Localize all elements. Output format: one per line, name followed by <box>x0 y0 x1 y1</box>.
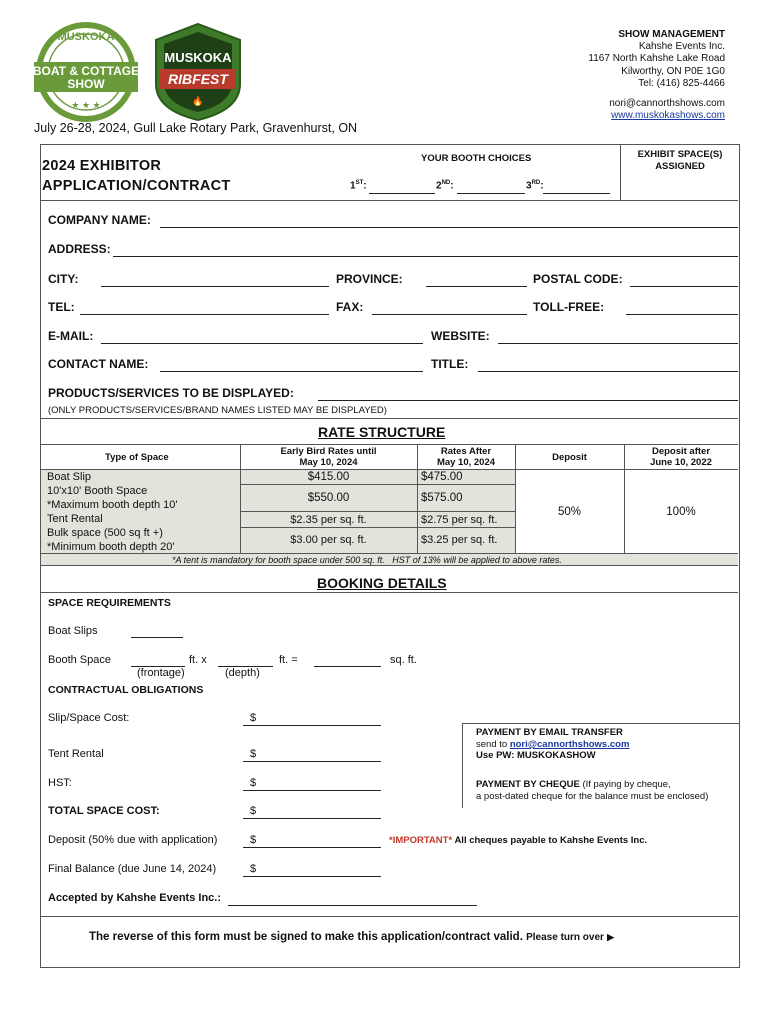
rate-row-bulk-2: *Minimum booth depth 20' <box>47 541 175 553</box>
show-management-email: nori@cannorthshows.com <box>609 98 725 110</box>
show-management-website-link[interactable]: www.muskokashows.com <box>611 110 725 122</box>
payment-send-to: send to <box>476 739 508 750</box>
payment-email-link[interactable]: nori@cannorthshows.com <box>509 739 630 750</box>
address-label: ADDRESS: <box>48 242 111 256</box>
fax-label: FAX: <box>336 300 364 314</box>
show-management-block <box>588 29 725 122</box>
rate-deposit: 50% <box>557 506 582 518</box>
boat-logo-line2: SHOW <box>67 77 105 91</box>
rate-row-booth-1: 10'x10' Booth Space <box>47 485 148 497</box>
rate-booth-after: $575.00 <box>421 492 463 504</box>
accepted-label: Accepted by Kahshe Events Inc.: <box>48 892 221 904</box>
rate-tent-after: $2.75 per sq. ft. <box>421 514 498 526</box>
space-requirements-label: SPACE REQUIREMENTS <box>48 597 171 609</box>
choice-3-sup: RD <box>531 180 541 186</box>
province-field[interactable] <box>426 286 527 287</box>
rate-row-boat-slip: Boat Slip <box>47 471 92 483</box>
deposit-field[interactable] <box>243 847 381 848</box>
exhibit-assigned-line2: ASSIGNED <box>655 161 705 172</box>
booking-rule <box>40 592 738 593</box>
choice-1-label: 1 <box>350 180 356 192</box>
frontage-label: (frontage) <box>137 667 185 679</box>
rate-row-bulk-1: Bulk space (500 sq ft +) <box>47 527 163 539</box>
final-balance-label: Final Balance (due June 14, 2024) <box>48 863 217 875</box>
email-field[interactable] <box>101 343 423 344</box>
booth-choices-title: YOUR BOOTH CHOICES <box>421 153 532 164</box>
rate-row-tent: Tent Rental <box>47 513 103 525</box>
payment-email-title: PAYMENT BY EMAIL TRANSFER <box>476 727 623 738</box>
arrow-right-icon: ▶ <box>607 932 615 942</box>
boat-slips-field[interactable] <box>131 637 183 638</box>
total-space-cost-label: TOTAL SPACE COST: <box>48 805 160 817</box>
rate-header-early-2: May 10, 2024 <box>299 457 358 468</box>
choice-1-sup: ST <box>355 180 364 186</box>
ft-x-label: ft. x <box>189 654 207 666</box>
tel-label: TEL: <box>48 300 75 314</box>
company-name-label: COMPANY NAME: <box>48 213 151 227</box>
choice-2-blank[interactable] <box>457 193 525 194</box>
website-label: WEBSITE: <box>431 329 490 343</box>
contact-name-label: CONTACT NAME: <box>48 357 149 371</box>
rate-row-booth-2: *Maximum booth depth 10' <box>47 499 178 511</box>
rate-header-after-2: May 10, 2024 <box>436 457 496 468</box>
rate-tent-early: $2.35 per sq. ft. <box>290 514 367 526</box>
tent-rental-label: Tent Rental <box>48 748 104 760</box>
payment-cheque-title: PAYMENT BY CHEQUE <box>476 779 580 790</box>
slip-cost-field[interactable] <box>243 725 381 726</box>
website-field[interactable] <box>498 343 738 344</box>
header-bottom-rule <box>40 200 738 201</box>
rate-header-after-1: Rates After <box>440 446 492 457</box>
choice-2: 2ND: <box>436 180 454 192</box>
tel-field[interactable] <box>80 314 329 315</box>
hst-field[interactable] <box>243 790 381 791</box>
province-label: PROVINCE: <box>336 272 403 286</box>
payment-cheque-note1: (If paying by cheque, <box>579 779 671 790</box>
deposit-label: Deposit (50% due with application) <box>48 834 218 846</box>
payment-email-send <box>476 739 629 750</box>
title-label: TITLE: <box>431 357 469 371</box>
total-dollar: $ <box>250 805 257 817</box>
choice-1-blank[interactable] <box>369 193 435 194</box>
rate-top-rule <box>40 418 738 419</box>
rate-row3-bottom <box>240 527 515 528</box>
choice-3-label: 3 <box>526 180 532 192</box>
rate-header-top <box>40 444 738 445</box>
show-management-address2: Kilworthy, ON P0E 1G0 <box>621 65 725 77</box>
booth-choices-row: 1ST: <box>350 180 367 192</box>
choice-2-sup: ND <box>441 180 451 186</box>
total-field[interactable] <box>243 818 381 819</box>
choice-2-label: 2 <box>436 180 442 192</box>
form-title-line1: 2024 EXHIBITOR <box>42 158 162 174</box>
ribfest-logo-top: MUSKOKA <box>164 50 232 65</box>
show-management-address1: 1167 North Kahshe Lake Road <box>588 53 725 65</box>
slip-cost-label: Slip/Space Cost: <box>48 712 130 724</box>
svg-text:★ ★ ★: ★ ★ ★ <box>71 100 101 110</box>
rate-header-early <box>240 446 417 468</box>
products-label: PRODUCTS/SERVICES TO BE DISPLAYED: <box>48 386 294 400</box>
bottom-rule <box>40 916 738 917</box>
rate-header-dep-after-1: Deposit after <box>651 446 711 457</box>
form-title-line2: APPLICATION/CONTRACT <box>42 178 231 194</box>
final-dollar: $ <box>250 863 257 875</box>
rate-bulk-early: $3.00 per sq. ft. <box>290 534 367 546</box>
reverse-note <box>89 931 614 943</box>
rate-header-bottom <box>40 469 738 470</box>
event-line: July 26-28, 2024, Gull Lake Rotary Park, Gravenhurst, ON <box>34 121 358 135</box>
deposit-dollar: $ <box>250 834 257 846</box>
rate-structure-heading: RATE STRUCTURE <box>318 424 446 440</box>
rate-header-deposit: Deposit <box>552 452 587 463</box>
choice-3: 3RD: <box>526 180 544 192</box>
boat-logo-top: MUSKOKA <box>57 31 115 43</box>
exhibit-assigned <box>622 149 738 173</box>
show-management-company: Kahshe Events Inc. <box>638 41 725 53</box>
important-tag: *IMPORTANT* <box>389 835 453 846</box>
rate-row2-bottom <box>240 511 515 512</box>
email-label: E-MAIL: <box>48 329 94 343</box>
header-divider-right <box>620 144 621 200</box>
city-label: CITY: <box>48 272 79 286</box>
choice-3-blank[interactable] <box>543 193 610 194</box>
company-name-field[interactable] <box>160 227 738 228</box>
tollfree-label: TOLL-FREE: <box>533 300 605 314</box>
rate-header-type: Type of Space <box>105 452 169 463</box>
address-field[interactable] <box>113 256 738 257</box>
boat-slips-label: Boat Slips <box>48 625 98 637</box>
city-field[interactable] <box>101 286 329 287</box>
rate-row1-bottom <box>240 484 515 485</box>
important-text: All cheques payable to Kahshe Events Inc. <box>452 835 648 846</box>
title-field[interactable] <box>478 371 738 372</box>
rate-footnote-bottom <box>40 565 738 566</box>
products-field[interactable] <box>318 400 738 401</box>
fax-field[interactable] <box>372 314 527 315</box>
accepted-signature-field[interactable] <box>228 905 477 906</box>
depth-label: (depth) <box>225 667 260 679</box>
final-balance-field[interactable] <box>243 876 381 877</box>
sqft-field[interactable] <box>314 666 381 667</box>
hst-dollar: $ <box>250 777 257 789</box>
ribfest-logo-main: RIBFEST <box>168 71 228 87</box>
show-management-title: SHOW MANAGEMENT <box>618 29 725 40</box>
svg-text:🔥: 🔥 <box>192 96 204 106</box>
rate-bulk-after: $3.25 per sq. ft. <box>421 534 498 546</box>
rate-dep-after: 100% <box>666 506 696 518</box>
hst-label: HST: <box>48 777 72 789</box>
rate-header-after <box>417 446 515 468</box>
rate-boat-after: $475.00 <box>421 471 463 483</box>
postal-code-label: POSTAL CODE: <box>533 272 623 286</box>
tollfree-field[interactable] <box>626 314 738 315</box>
products-note: (ONLY PRODUCTS/SERVICES/BRAND NAMES LISTED MAY BE DISPLAYED) <box>48 405 387 416</box>
booth-space-label: Booth Space <box>48 654 111 666</box>
rate-boat-early: $415.00 <box>307 471 350 483</box>
boat-show-logo <box>32 22 140 122</box>
rate-footnote: *A tent is mandatory for booth space under 500 sq. ft. HST of 13% will be applied to above rates. <box>172 555 562 565</box>
form-title <box>42 156 231 196</box>
please-turn-over: Please turn over <box>526 932 604 943</box>
postal-code-field[interactable] <box>630 286 738 287</box>
payment-cheque-note2: a post-dated cheque for the balance must be enclosed) <box>476 791 709 802</box>
exhibit-assigned-line1: EXHIBIT SPACE(S) <box>637 149 723 160</box>
payment-password: Use PW: MUSKOKASHOW <box>476 750 596 761</box>
important-note <box>389 835 647 846</box>
rate-booth-early: $550.00 <box>307 492 350 504</box>
tent-rental-dollar: $ <box>250 748 257 760</box>
boat-logo-line1: BOAT & COTTAGE <box>32 64 140 78</box>
show-management-tel: Tel: (416) 825-4466 <box>638 77 725 89</box>
rate-header-early-1: Early Bird Rates until <box>280 446 377 457</box>
ribfest-logo <box>152 22 244 122</box>
contact-name-field[interactable] <box>160 371 423 372</box>
ft-eq-label: ft. = <box>279 654 298 666</box>
sqft-label: sq. ft. <box>390 654 417 666</box>
payment-cheque <box>476 779 671 790</box>
slip-cost-dollar: $ <box>250 712 257 724</box>
tent-rental-field[interactable] <box>243 761 381 762</box>
rate-header-dep-after-2: June 10, 2022 <box>650 457 712 468</box>
rate-header-dep-after <box>624 446 738 468</box>
booking-heading: BOOKING DETAILS <box>317 575 447 591</box>
rate-table-bottom <box>40 553 738 554</box>
contractual-label: CONTRACTUAL OBLIGATIONS <box>48 684 204 696</box>
reverse-note-text: The reverse of this form must be signed to make this application/contract valid. <box>89 931 523 943</box>
